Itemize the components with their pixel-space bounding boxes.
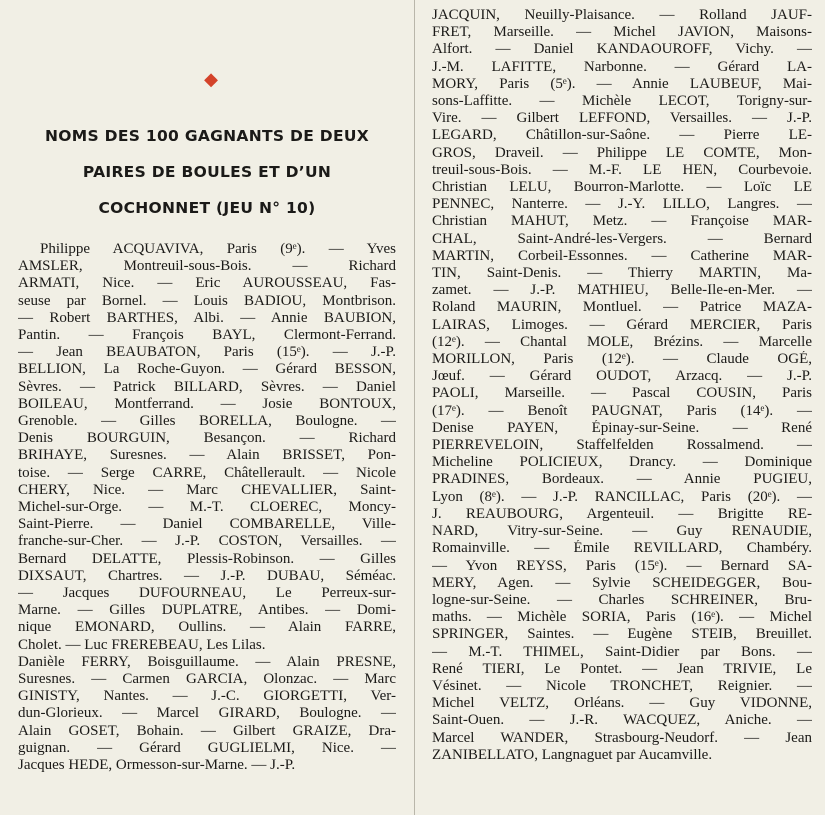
text-line: Marcel WANDER, Strasbourg-Neudorf. — Jean xyxy=(432,729,812,746)
text-line: toise. — Serge CARRE, Châtellerault. — Nicole xyxy=(18,464,396,481)
text-line: BOILEAU, Montferrand. — Josie BONTOUX, xyxy=(18,395,396,412)
text-line: Alain GOSET, Bohain. — Gilbert GRAIZE, Dra- xyxy=(18,722,396,739)
text-line: Philippe ACQUAVIVA, Paris (9ᵉ). — Yves xyxy=(40,241,396,257)
text-line: Saint-Ouen. — J.-R. WACQUEZ, Aniche. — xyxy=(432,712,812,729)
text-line: — M.-T. THIMEL, Saint-Didier par Bons. — xyxy=(432,643,812,660)
text-line: DIXSAUT, Chartres. — J.-P. DUBAU, Séméac. xyxy=(18,567,396,584)
text-line: ZANIBELLATO, Langnaguet par Aucamville. xyxy=(432,746,713,763)
text-line: (17ᵉ). — Benoît PAUGNAT, Paris (14ᵉ). — xyxy=(432,402,812,419)
text-line: PENNEC, Nanterre. — J.-Y. LILLO, Langres. — xyxy=(432,196,812,213)
text-line: treuil-sous-Bois. — M.-F. LE HEN, Courbevoie. xyxy=(432,161,812,178)
column-divider xyxy=(414,0,415,815)
text-line: JACQUIN, Neuilly-Plaisance. — Rolland JAUF- xyxy=(432,7,812,23)
text-line: — Jacques DUFOURNEAU, Le Perreux-sur- xyxy=(18,585,396,602)
text-line: Suresnes. — Carmen GARCIA, Olonzac. — Marc xyxy=(18,671,396,688)
text-line: Bernard DELATTE, Plessis-Robinson. — Gilles xyxy=(18,550,396,567)
text-line: Lyon (8ᵉ). — J.-P. RANCILLAC, Paris (20ᵉ). — xyxy=(432,488,812,505)
text-line: Marne. — Gilles DUPLATRE, Antibes. — Domi- xyxy=(18,602,396,619)
article-heading xyxy=(18,118,396,226)
text-line: ARMATI, Nice. — Eric AUROUSSEAU, Fas- xyxy=(18,275,396,292)
text-line: Michel VELTZ, Orléans. — Guy VIDONNE, xyxy=(432,695,812,712)
text-line: Danièle FERRY, Boisguillaume. — Alain PRESNE, xyxy=(18,653,396,670)
text-line: Micheline POLICIEUX, Drancy. — Dominique xyxy=(432,454,812,471)
text-line: Jacques HEDE, Ormesson-sur-Marne. — J.-P. xyxy=(18,757,296,774)
text-line: J.-M. LAFITTE, Narbonne. — Gérard LA- xyxy=(432,58,812,75)
text-line: Roland MAURIN, Montluel. — Patrice MAZA- xyxy=(432,299,812,316)
left-column xyxy=(18,0,396,815)
text-line: Alfort. — Daniel KANDAOUROFF, Vichy. — xyxy=(432,41,812,58)
text-line: BELLION, La Roche-Guyon. — Gérard BESSON, xyxy=(18,361,396,378)
text-line: PIERREVELOIN, Staffelfelden Rossalmend. — xyxy=(432,437,812,454)
text-line: René TIERI, Le Pontet. — Jean TRIVIE, Le xyxy=(432,660,812,677)
text-line: MERY, Agen. — Sylvie SCHEIDEGGER, Bou- xyxy=(432,574,812,591)
text-line: Jœuf. — Gérard OUDOT, Arzacq. — J.-P. xyxy=(432,368,812,385)
text-line: Pantin. — François BAYL, Clermont-Ferrand. xyxy=(18,327,396,344)
text-line: CHAL, Saint-André-les-Vergers. — Bernard xyxy=(432,230,812,247)
winners-list-right xyxy=(432,7,812,764)
text-line: Christian LELU, Bourron-Marlotte. — Loïc LE xyxy=(432,179,812,196)
text-line: seuse par Bornel. — Louis BADIOU, Montbrison. xyxy=(18,292,396,309)
text-line: Christian MAHUT, Metz. — Françoise MAR- xyxy=(432,213,812,230)
text-line: PRADINES, Bordeaux. — Annie PUGIEU, xyxy=(432,471,812,488)
text-line: NARD, Vitry-sur-Seine. — Guy RENAUDIE, xyxy=(432,523,812,540)
text-line: MARTIN, Corbeil-Essonnes. — Catherine MAR- xyxy=(432,247,812,264)
text-line: Michel-sur-Orge. — M.-T. CLOEREC, Moncy- xyxy=(18,499,396,516)
text-line: MORY, Paris (5ᵉ). — Annie LAUBEUF, Mai- xyxy=(432,75,812,92)
text-line: Grenoble. — Gilles BORELLA, Boulogne. — xyxy=(18,413,396,430)
text-line: BRIHAYE, Suresnes. — Alain BRISSET, Pon- xyxy=(18,447,396,464)
text-line: zamet. — J.-P. MATHIEU, Belle-Ile-en-Mer. — xyxy=(432,282,812,299)
text-line: AMSLER, Montreuil-sous-Bois. — Richard xyxy=(18,258,396,275)
right-column xyxy=(432,0,812,815)
text-line: Vésinet. — Nicole TRONCHET, Reignier. — xyxy=(432,677,812,694)
winners-list-left xyxy=(18,241,396,774)
text-line: SPRINGER, Saintes. — Eugène STEIB, Breuillet. xyxy=(432,626,812,643)
text-line: FRET, Marseille. — Michel JAVION, Maisons- xyxy=(432,24,812,41)
text-line: (12ᵉ). — Chantal MOLE, Brézins. — Marcelle xyxy=(432,333,812,350)
text-line: Romainville. — Émile REVILLARD, Chambéry. xyxy=(432,540,812,557)
text-line: nique EMONARD, Oullins. — Alain FARRE, xyxy=(18,619,396,636)
text-line: LAIRAS, Limoges. — Gérard MERCIER, Paris xyxy=(432,316,812,333)
text-line: — Jean BEAUBATON, Paris (15ᵉ). — J.-P. xyxy=(18,344,396,361)
text-line: Sèvres. — Patrick BILLARD, Sèvres. — Daniel xyxy=(18,378,396,395)
text-line: Denis BOURGUIN, Besançon. — Richard xyxy=(18,430,396,447)
heading-line: PAIRES DE BOULES ET D’UN xyxy=(82,163,332,181)
text-line: LEGARD, Châtillon-sur-Saône. — Pierre LE- xyxy=(432,127,812,144)
text-line: TIN, Saint-Denis. — Thierry MARTIN, Ma- xyxy=(432,265,812,282)
text-line: MORILLON, Paris (12ᵉ). — Claude OGÉ, xyxy=(432,351,812,368)
text-line: Saint-Pierre. — Daniel COMBARELLE, Ville- xyxy=(18,516,396,533)
text-line: maths. — Michèle SORIA, Paris (16ᵉ). — Michel xyxy=(432,609,812,626)
text-line: J. REAUBOURG, Argenteuil. — Brigitte RE- xyxy=(432,505,812,522)
text-line: dun-Glorieux. — Marcel GIRARD, Boulogne. — xyxy=(18,705,396,722)
text-line: logne-sur-Seine. — Charles SCHREINER, Bru- xyxy=(432,591,812,608)
text-line: GINISTY, Nantes. — J.-C. GIORGETTI, Ver- xyxy=(18,688,396,705)
text-line: Vire. — Gilbert LEFFOND, Versailles. — J.-P. xyxy=(432,110,812,127)
heading-line: COCHONNET (JEU N° 10) xyxy=(98,199,316,217)
text-line: — Robert BARTHES, Albi. — Annie BAUBION, xyxy=(18,309,396,326)
text-line: PAOLI, Marseille. — Pascal COUSIN, Paris xyxy=(432,385,812,402)
diamond-ornament-icon: ◆ xyxy=(204,69,218,89)
text-line: GROS, Draveil. — Philippe LE COMTE, Mon- xyxy=(432,144,812,161)
heading-line: NOMS DES 100 GAGNANTS DE DEUX xyxy=(45,127,369,145)
text-line: sons-Laffitte. — Michèle LECOT, Torigny-sur- xyxy=(432,93,812,110)
text-line: — Yvon REYSS, Paris (15ᵉ). — Bernard SA- xyxy=(432,557,812,574)
text-line: CHERY, Nice. — Marc CHEVALLIER, Saint- xyxy=(18,481,396,498)
text-line: Cholet. — Luc FREREBEAU, Les Lilas. xyxy=(18,636,266,653)
text-line: Denise PAYEN, Épinay-sur-Seine. — René xyxy=(432,419,812,436)
text-line: franche-sur-Cher. — J.-P. COSTON, Versailles. — xyxy=(18,533,396,550)
text-line: guignan. — Gérard GUGLIELMI, Nice. — xyxy=(18,739,396,756)
